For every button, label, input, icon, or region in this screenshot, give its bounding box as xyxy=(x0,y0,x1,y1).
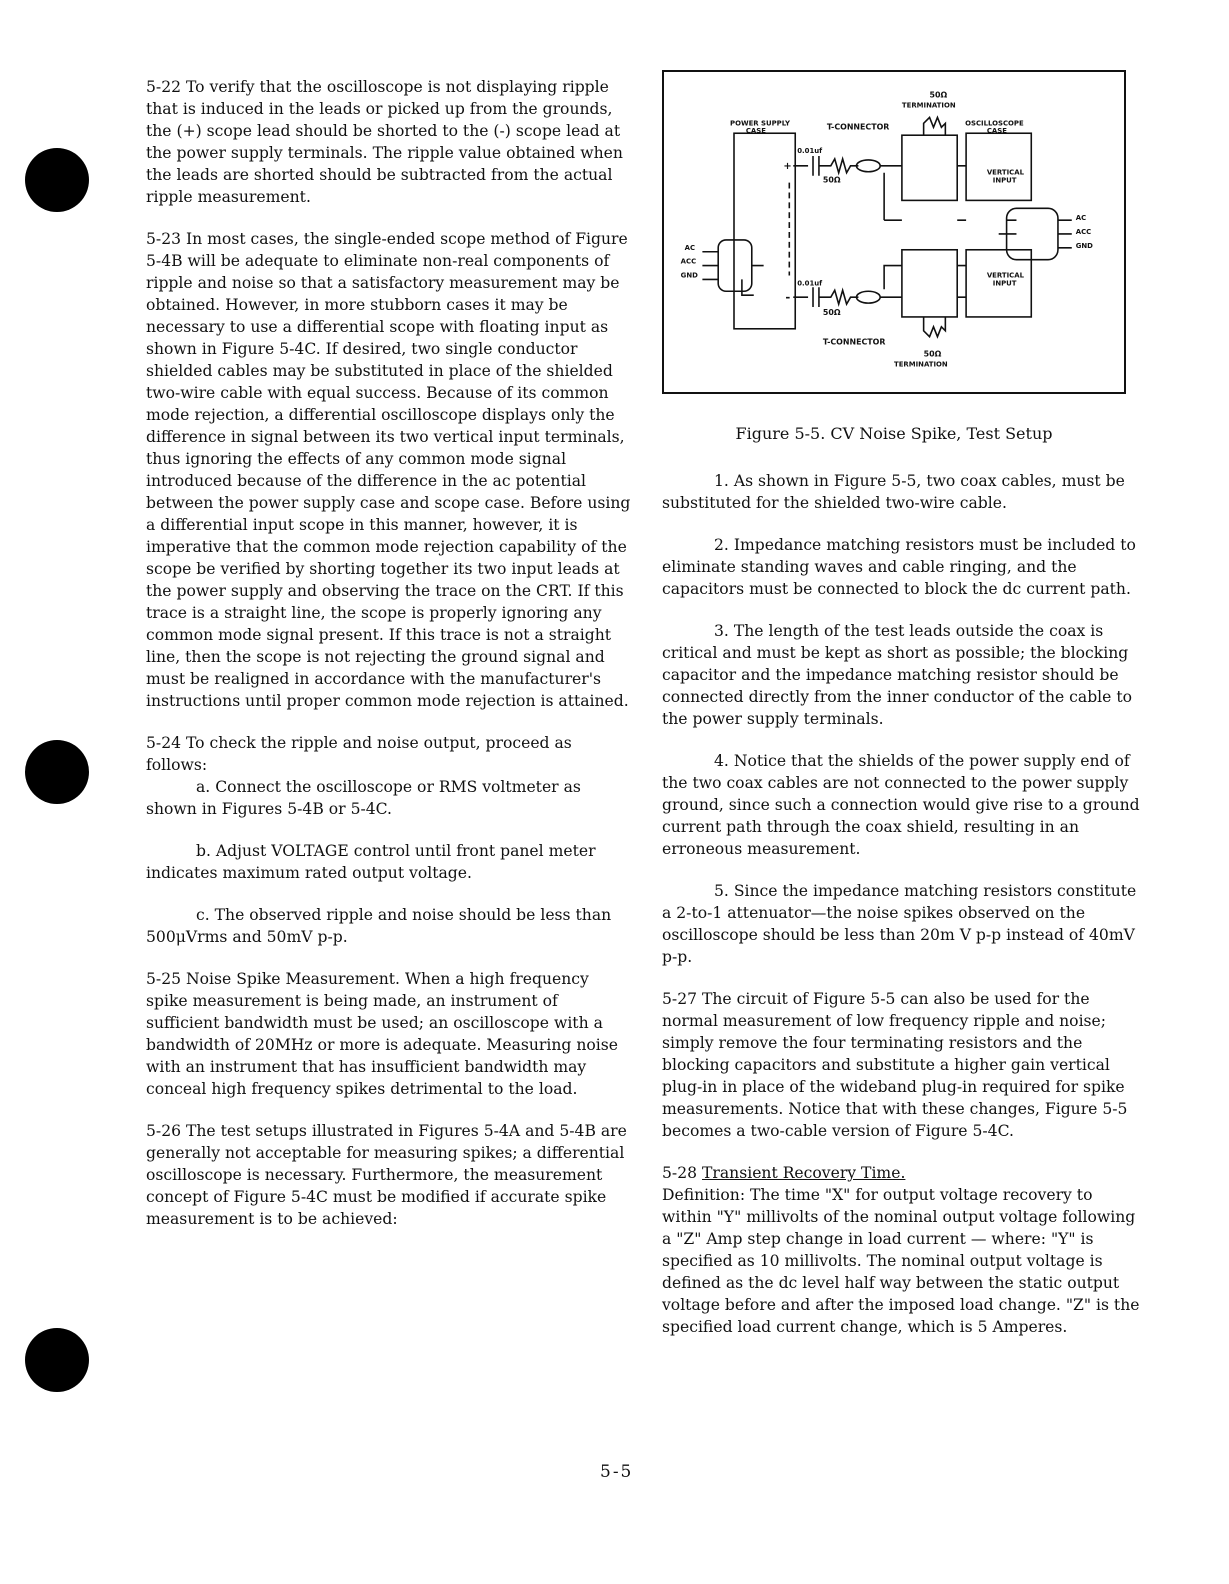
binder-hole-bottom xyxy=(25,1328,89,1392)
item-3-text: 3. The length of the test leads outside the coax is critical and must be kept as short as possible; the blocking capacitor and the impedance matching resistor should be connected directly from the inner conductor of the cable to the power supply terminals. xyxy=(662,622,1133,728)
label-termination-top: TERMINATION xyxy=(901,101,956,110)
paragraph-5-28-title: Transient Recovery Time. xyxy=(702,1164,906,1182)
circuit-diagram xyxy=(664,72,1124,392)
scope-input-top-box xyxy=(966,133,1031,200)
label-power-supply: POWER SUPPLY xyxy=(730,119,791,128)
paragraph-5-28-number: 5-28 xyxy=(662,1164,698,1182)
item-2-text: 2. Impedance matching resistors must be included to eliminate standing waves and cable ringing, and the capacitors must be connected to block the dc current path. xyxy=(662,536,1136,598)
binder-hole-middle xyxy=(25,740,89,804)
paragraph-5-25: 5-25 Noise Spike Measurement. When a high frequency spike measurement is being made, an instrument of sufficient bandwidth must be used; an oscilloscope with a bandwidth of 20MHz or more is adequate. Measuring noise with an instrument that has insufficient bandwidth may conceal high frequency spikes detrimental to the load. xyxy=(146,970,618,1098)
step-c-text: c. The observed ripple and noise should be less than 500μVrms and 50mV p-p. xyxy=(146,906,612,946)
paragraph-5-28-definition: Definition: The time "X" for output voltage recovery to within "Y" millivolts of the nominal output voltage following a "Z" Amp step change in load current — where: "Y" is specified as 10 millivolts. The nominal output voltage is defined as the dc level half way between the static output voltage before and after the imposed load change. "Z" is the specified load current change, which is 5 Amperes. xyxy=(662,1186,1140,1336)
label-acc-right: ACC xyxy=(1075,227,1092,236)
label-t-connector-top: T-CONNECTOR xyxy=(826,122,890,132)
label-termination-top-value: 50Ω xyxy=(929,90,948,100)
paragraph-5-28-heading xyxy=(662,1162,1142,1184)
label-vertical-top: VERTICAL xyxy=(986,168,1025,177)
label-acc-left: ACC xyxy=(680,257,697,266)
item-4-text: 4. Notice that the shields of the power supply end of the two coax cables are not connected to the power supply ground, since such a connection would give rise to a ground current path through the coax shield, resulting in an erroneous measurement. xyxy=(662,752,1140,858)
label-input-top: INPUT xyxy=(992,176,1017,185)
label-oscilloscope: OSCILLOSCOPE xyxy=(965,119,1024,128)
page-number: 5-5 xyxy=(600,1462,634,1482)
figure-caption: Figure 5-5. CV Noise Spike, Test Setup xyxy=(735,424,1053,443)
item-5 xyxy=(662,880,1142,968)
step-b-text: b. Adjust VOLTAGE control until front panel meter indicates maximum rated output voltage. xyxy=(146,842,596,882)
step-b xyxy=(146,840,634,884)
label-minus: - xyxy=(785,290,791,305)
step-a-text: a. Connect the oscilloscope or RMS voltmeter as shown in Figures 5-4B or 5-4C. xyxy=(146,778,581,818)
label-gnd-right: GND xyxy=(1075,241,1093,250)
left-column xyxy=(146,76,634,1250)
item-1-text: 1. As shown in Figure 5-5, two coax cables, must be substituted for the shielded two-wire cable. xyxy=(662,472,1125,512)
binder-hole-top xyxy=(25,148,89,212)
label-t-connector-bottom: T-CONNECTOR xyxy=(822,337,886,347)
label-power-supply-case: CASE xyxy=(745,127,766,136)
item-3 xyxy=(662,620,1142,730)
label-cap-top: 0.01uf xyxy=(797,146,823,155)
right-column xyxy=(662,470,1142,1358)
label-vertical-bottom: VERTICAL xyxy=(986,271,1025,280)
paragraph-5-23: 5-23 In most cases, the single-ended scope method of Figure 5-4B will be adequate to eliminate non-real components of ripple and noise so that a satisfactory measurement may be obtained. However, in more stubborn cases it may be necessary to use a differential scope with floating input as shown in Figure 5-4C. If desired, two single conductor shielded cables may be substituted in place of the shielded two-wire cable with equal success. Because of its common mode rejection, a differential oscilloscope displays only the difference in signal between its two vertical input terminals, thus ignoring the effects of any common mode signal introduced because of the difference in the ac potential between the power supply case and scope case. Before using a differential input scope in this manner, however, it is imperative that the common mode rejection capability of the scope be verified by shorting together its two input leads at the power supply and observing the trace on the CRT. If this trace is a straight line, the scope is properly ignoring any common mode signal present. If this trace is not a straight line, then the scope is not rejecting the ground signal and must be realigned in accordance with the manufacturer's instructions until proper common mode rejection is attained. xyxy=(146,230,631,710)
item-4 xyxy=(662,750,1142,860)
label-gnd-left: GND xyxy=(680,271,698,280)
step-c xyxy=(146,904,634,948)
step-a xyxy=(146,776,634,820)
label-termination-bottom-value: 50Ω xyxy=(923,349,942,359)
item-5-text: 5. Since the impedance matching resistors constitute a 2-to-1 attenuator—the noise spikes observed on the oscilloscope should be less than 20m V p-p instead of 40mV p-p. xyxy=(662,882,1137,966)
paragraph-5-27: 5-27 The circuit of Figure 5-5 can also be used for the normal measurement of low frequency ripple and noise; simply remove the four terminating resistors and the blocking capacitors and substitute a higher gain vertical plug-in in place of the wideband plug-in required for spike measurements. Notice that with these changes, Figure 5-5 becomes a two-cable version of Figure 5-4C. xyxy=(662,990,1128,1140)
label-termination-bottom: TERMINATION xyxy=(894,360,948,369)
paragraph-5-22: 5-22 To verify that the oscilloscope is not displaying ripple that is induced in the leads or picked up from the grounds, the (+) scope lead should be shorted to the (-) scope lead at the power supply terminals. The ripple value obtained when the leads are shorted should be subtracted from the actual ripple measurement. xyxy=(146,78,623,206)
item-2 xyxy=(662,534,1142,600)
figure-5-5-diagram xyxy=(662,70,1126,394)
label-res-bottom: 50Ω xyxy=(822,307,841,317)
label-cap-bottom: 0.01uf xyxy=(797,279,823,288)
label-input-bottom: INPUT xyxy=(992,279,1017,288)
label-ac-left: AC xyxy=(684,243,696,252)
label-res-top: 50Ω xyxy=(822,175,841,185)
item-1 xyxy=(662,470,1142,514)
label-oscilloscope-case: CASE xyxy=(986,127,1007,136)
label-ac-right: AC xyxy=(1075,214,1087,223)
label-plus: + xyxy=(783,160,792,172)
paragraph-5-24-intro: 5-24 To check the ripple and noise output, proceed as follows: xyxy=(146,734,572,774)
paragraph-5-26: 5-26 The test setups illustrated in Figures 5-4A and 5-4B are generally not acceptable for measuring spikes; a differential oscilloscope is necessary. Furthermore, the measurement concept of Figure 5-4C must be modified if accurate spike measurement is to be achieved: xyxy=(146,1122,627,1228)
